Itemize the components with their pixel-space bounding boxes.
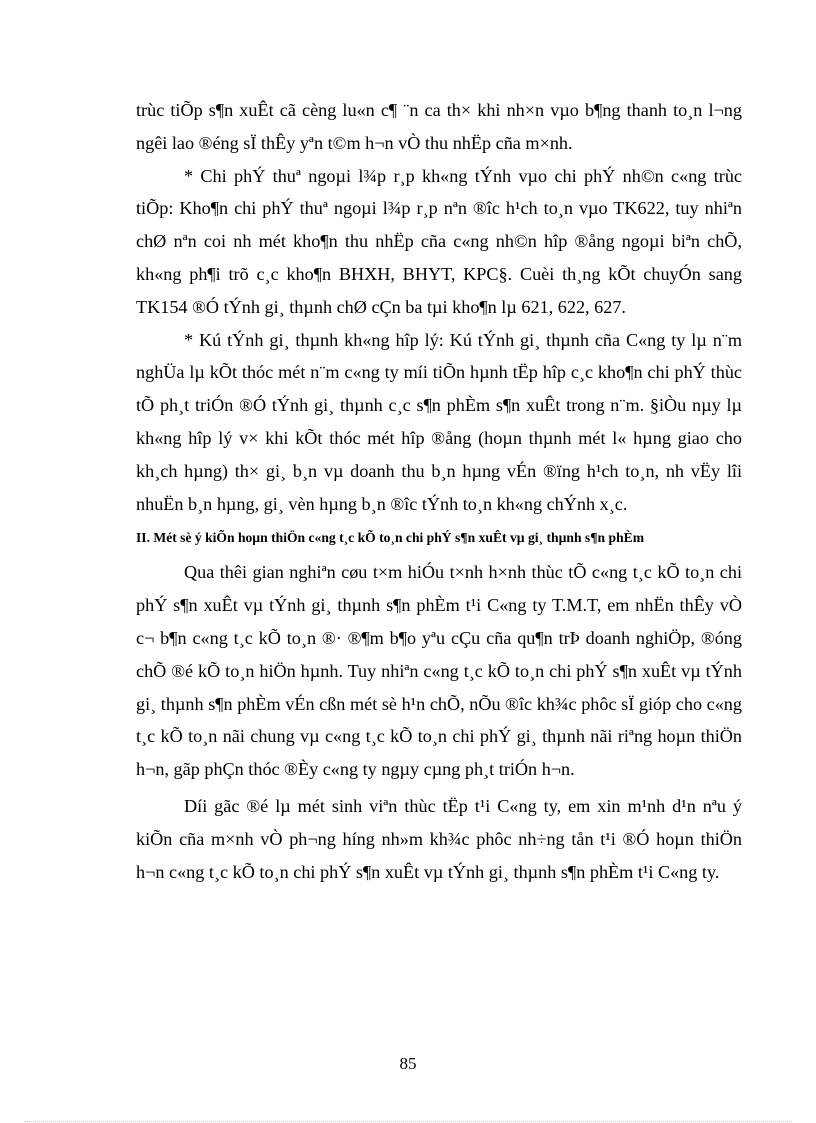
paragraph-4: Qua thêi gian nghiªn cøu t×m hiÓu t×nh h×nh thùc tÕ c«ng t¸c kÕ to¸n chi phÝ s¶n xuÊt vµ tÝnh gi¸ thµnh s¶n phÈm t¹i C«ng ty T.M.T, em nhËn thÊy vÒ c¬ b¶n c«ng t¸c kÕ to¸n ®· ®¶m b¶o yªu cÇu cña qu¶n trÞ doanh nghiÖp, ®óng chÕ ®é kÕ to¸n hiÖn hµnh. Tuy nhiªn c«ng t¸c kÕ to¸n chi phÝ s¶n xuÊt vµ tÝnh gi¸ thµnh s¶n phÈm vÉn cßn mét sè h¹n chÕ, nÕu ®îc kh¾c phôc sÏ gióp cho c«ng t¸c kÕ to¸n nãi chung vµ c«ng t¸c kÕ to¸n chi phÝ gi¸ thµnh nãi riªng hoµn thiÖn h¬n, gãp phÇn thóc ®Èy c«ng ty ngµy cµng ph¸t triÓn h¬n. xyxy=(136,562,742,780)
paragraph-1: trùc tiÕp s¶n xuÊt cã cèng lu«n c¶ ¨n ca th× khi nh×n vµo b¶ng thanh to¸n l¬ng ngêi lao ®éng sÏ thÊy yªn t©m h¬n vÒ thu nhËp cña m×nh. xyxy=(136,100,742,153)
page-number: 85 xyxy=(399,1054,417,1073)
paragraph-5: Díi gãc ®é lµ mét sinh viªn thùc tËp t¹i C«ng ty, em xin m¹nh d¹n nªu ý kiÕn cña m×nh vÒ ph¬ng híng nh»m kh¾c phôc nh÷ng tån t¹i ®Ó hoµn thiÖn h¬n c«ng t¸c kÕ to¸n chi phÝ s¶n xuÊt vµ tÝnh gi¸ thµnh s¶n phÈm t¹i C«ng ty. xyxy=(136,795,742,882)
paragraph-2: * Chi phÝ thuª ngoµi l¾p r¸p kh«ng tÝnh vµo chi phÝ nh©n c«ng trùc tiÕp: Kho¶n chi phÝ thuª ngoµi l¾p r¸p nªn ®îc h¹ch to¸n vµo TK622, tuy nhiªn chØ nªn coi nh mét kho¶n thu nhËp cña c«ng nh©n hîp ®ång ngoµi biªn chÕ, kh«ng ph¶i trõ c¸c kho¶n BHXH, BHYT, KPC§. Cuèi th¸ng kÕt chuyÓn sang TK154 ®Ó tÝnh gi¸ thµnh chØ cÇn ba tµi kho¶n lµ 621, 622, 627. xyxy=(136,165,742,317)
body-text xyxy=(136,94,742,888)
footer-divider xyxy=(24,1121,792,1122)
paragraph-3: * Kú tÝnh gi¸ thµnh kh«ng hîp lý: Kú tÝnh gi¸ thµnh cña C«ng ty lµ n¨m nghÜa lµ kÕt thóc mét n¨m c«ng ty míi tiÕn hµnh tËp hîp c¸c kho¶n chi phÝ thùc tÕ ph¸t triÓn ®Ó tÝnh gi¸ thµnh c¸c s¶n phÈm s¶n xuÊt trong n¨m. §iÒu nµy lµ kh«ng hîp lý v× khi kÕt thóc mét hîp ®ång (hoµn thµnh mét l« hµng giao cho kh¸ch hµng) th× gi¸ b¸n vµ doanh thu b¸n hµng vÉn ®ïng h¹ch to¸n, nh vËy lîi nhuËn b¸n hµng, gi¸ vèn hµng b¸n ®îc tÝnh to¸n kh«ng chÝnh x¸c. xyxy=(136,329,742,514)
section-heading: II. Mét sè ý kiÕn hoµn thiÖn c«ng t¸c kÕ to¸n chi phÝ s¶n xuÊt vµ gi¸ thµnh s¶n phÈm xyxy=(136,530,645,546)
